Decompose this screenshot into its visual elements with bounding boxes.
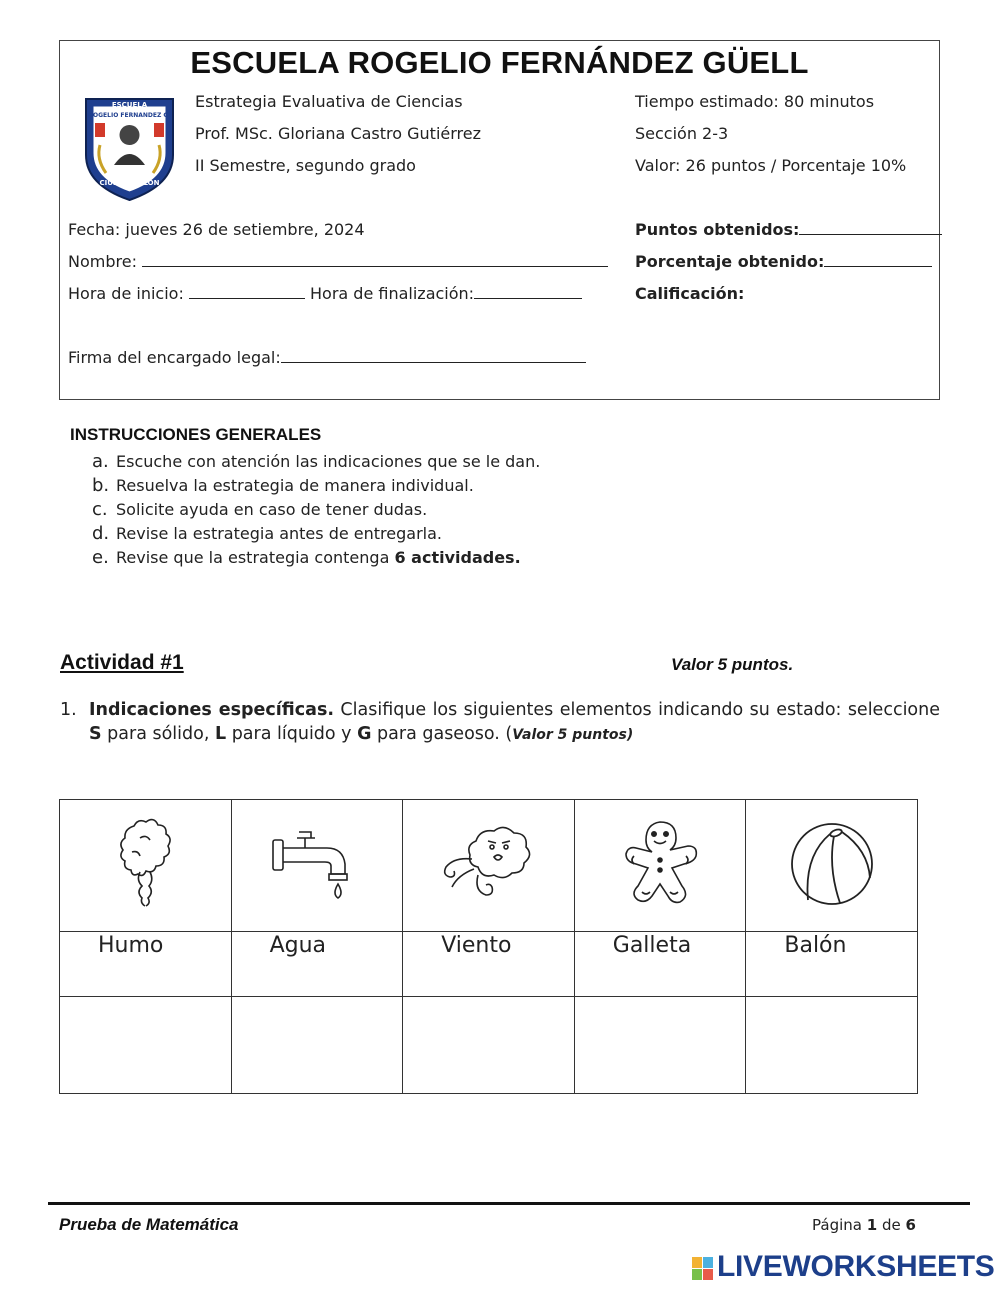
time-estimate: Tiempo estimado: 80 minutos	[635, 92, 875, 111]
gingerbread-icon	[610, 816, 710, 912]
label-cell	[403, 932, 575, 997]
instruction-text: Escuche con atención las indicaciones que se le dan.	[116, 452, 541, 471]
crest-top-text: ESCUELA	[111, 101, 148, 109]
name-field[interactable]	[142, 252, 608, 267]
page-indicator	[812, 1216, 916, 1234]
instructions-title: INSTRUCCIONES GENERALES	[70, 425, 322, 444]
answer-cell	[574, 997, 746, 1094]
instructions-list	[92, 450, 540, 570]
item-label: Galleta	[612, 933, 692, 958]
school-crest-icon	[82, 93, 177, 203]
image-row	[60, 800, 918, 932]
instruction-item	[92, 450, 540, 474]
indication-part: para líquido y	[226, 724, 358, 744]
instruction-text: Resuelva la estrategia de manera individual.	[116, 476, 474, 495]
item-label: Viento	[441, 933, 512, 958]
image-cell	[574, 800, 746, 932]
page-of: de	[877, 1216, 906, 1234]
liveworksheets-text: LIVEWORKSHEETS	[717, 1250, 995, 1283]
signature-label: Firma del encargado legal:	[68, 348, 281, 367]
value-line: Valor: 26 puntos / Porcentaje 10%	[635, 156, 907, 175]
answer-field-galleta[interactable]	[575, 998, 746, 1092]
item-label: Agua	[269, 933, 327, 958]
time-row	[68, 284, 582, 303]
solid-letter: S	[89, 724, 102, 744]
grade-label: Calificación:	[635, 284, 745, 303]
item-label: Balón	[784, 933, 847, 958]
wind-icon	[436, 819, 540, 909]
percentage-row	[635, 252, 932, 271]
answer-cell	[403, 997, 575, 1094]
item-label: Humo	[98, 933, 164, 958]
instruction-marker: a.	[92, 451, 109, 472]
answer-cell	[231, 997, 403, 1094]
page-prefix: Página	[812, 1216, 867, 1234]
smoke-icon	[110, 816, 180, 912]
activity-value: Valor 5 puntos.	[671, 655, 794, 674]
instruction-item	[92, 474, 540, 498]
signature-row	[68, 348, 586, 367]
label-cell	[746, 932, 918, 997]
liquid-letter: L	[214, 724, 227, 744]
activity-count: 6 actividades.	[394, 548, 521, 567]
subject-line: Estrategia Evaluativa de Ciencias	[195, 92, 463, 111]
indication-part: para gaseoso. (	[371, 724, 513, 744]
indication-value: Valor 5 puntos)	[512, 727, 634, 743]
label-cell	[574, 932, 746, 997]
header-box	[59, 40, 940, 400]
date-line: Fecha: jueves 26 de setiembre, 2024	[68, 220, 365, 239]
end-time-label: Hora de finalización:	[310, 284, 475, 303]
answer-field-balon[interactable]	[746, 998, 917, 1092]
answer-row	[60, 997, 918, 1094]
percentage-field[interactable]	[824, 252, 932, 267]
instruction-marker: c.	[92, 499, 108, 520]
instruction-item	[92, 546, 540, 570]
beach-ball-icon	[784, 816, 880, 912]
indication-part: para sólido,	[101, 724, 215, 744]
answer-cell	[746, 997, 918, 1094]
answer-cell	[60, 997, 232, 1094]
instruction-item	[92, 498, 540, 522]
instruction-text: Revise la estrategia antes de entregarla.	[116, 524, 442, 543]
footer-test-name: Prueba de Matemática	[59, 1215, 239, 1234]
activity-title: Actividad #1	[60, 651, 184, 674]
answer-field-humo[interactable]	[60, 998, 231, 1092]
instruction-text: Revise que la estrategia contenga	[116, 548, 395, 567]
answer-field-agua[interactable]	[232, 998, 403, 1092]
teacher-line: Prof. MSc. Gloriana Castro Gutiérrez	[195, 124, 481, 143]
image-cell	[746, 800, 918, 932]
points-label: Puntos obtenidos:	[635, 220, 800, 239]
signature-field[interactable]	[281, 348, 586, 363]
page-total: 6	[905, 1216, 916, 1234]
instruction-marker: e.	[92, 547, 109, 568]
name-row	[68, 252, 608, 271]
answer-field-viento[interactable]	[403, 998, 574, 1092]
instruction-text: Solicite ayuda en caso de tener dudas.	[116, 500, 428, 519]
indication-heading: Indicaciones específicas.	[89, 700, 335, 720]
start-time-label: Hora de inicio:	[68, 284, 184, 303]
points-field[interactable]	[799, 220, 942, 235]
school-name: ESCUELA ROGELIO FERNÁNDEZ GÜELL	[190, 45, 809, 80]
section-line: Sección 2-3	[635, 124, 729, 143]
image-cell	[231, 800, 403, 932]
page-number: 1	[866, 1216, 878, 1234]
image-cell	[403, 800, 575, 932]
image-cell	[60, 800, 232, 932]
liveworksheets-cube-icon	[692, 1257, 714, 1281]
semester-line: II Semestre, segundo grado	[195, 156, 416, 175]
name-label: Nombre:	[68, 252, 137, 271]
label-row	[60, 932, 918, 997]
instruction-marker: d.	[92, 523, 110, 544]
label-cell	[231, 932, 403, 997]
crest-bottom-text: CIUDAD COLON	[99, 179, 160, 187]
footer-divider	[48, 1202, 970, 1205]
instruction-marker: b.	[92, 475, 110, 496]
label-cell	[60, 932, 232, 997]
indication-part: Clasifique los siguientes elementos indicando su estado: seleccione	[334, 700, 940, 720]
start-time-field[interactable]	[189, 284, 305, 299]
crest-arc-text: ROGELIO FERNANDEZ G.	[88, 112, 171, 119]
classification-table	[59, 799, 918, 1094]
indication-number: 1.	[60, 700, 77, 720]
points-row	[635, 220, 942, 239]
instruction-item	[92, 522, 540, 546]
percentage-label: Porcentaje obtenido:	[635, 252, 825, 271]
end-time-field[interactable]	[474, 284, 582, 299]
indication-text	[89, 698, 940, 747]
indications	[60, 698, 940, 747]
gas-letter: G	[357, 724, 372, 744]
faucet-icon	[267, 822, 367, 906]
